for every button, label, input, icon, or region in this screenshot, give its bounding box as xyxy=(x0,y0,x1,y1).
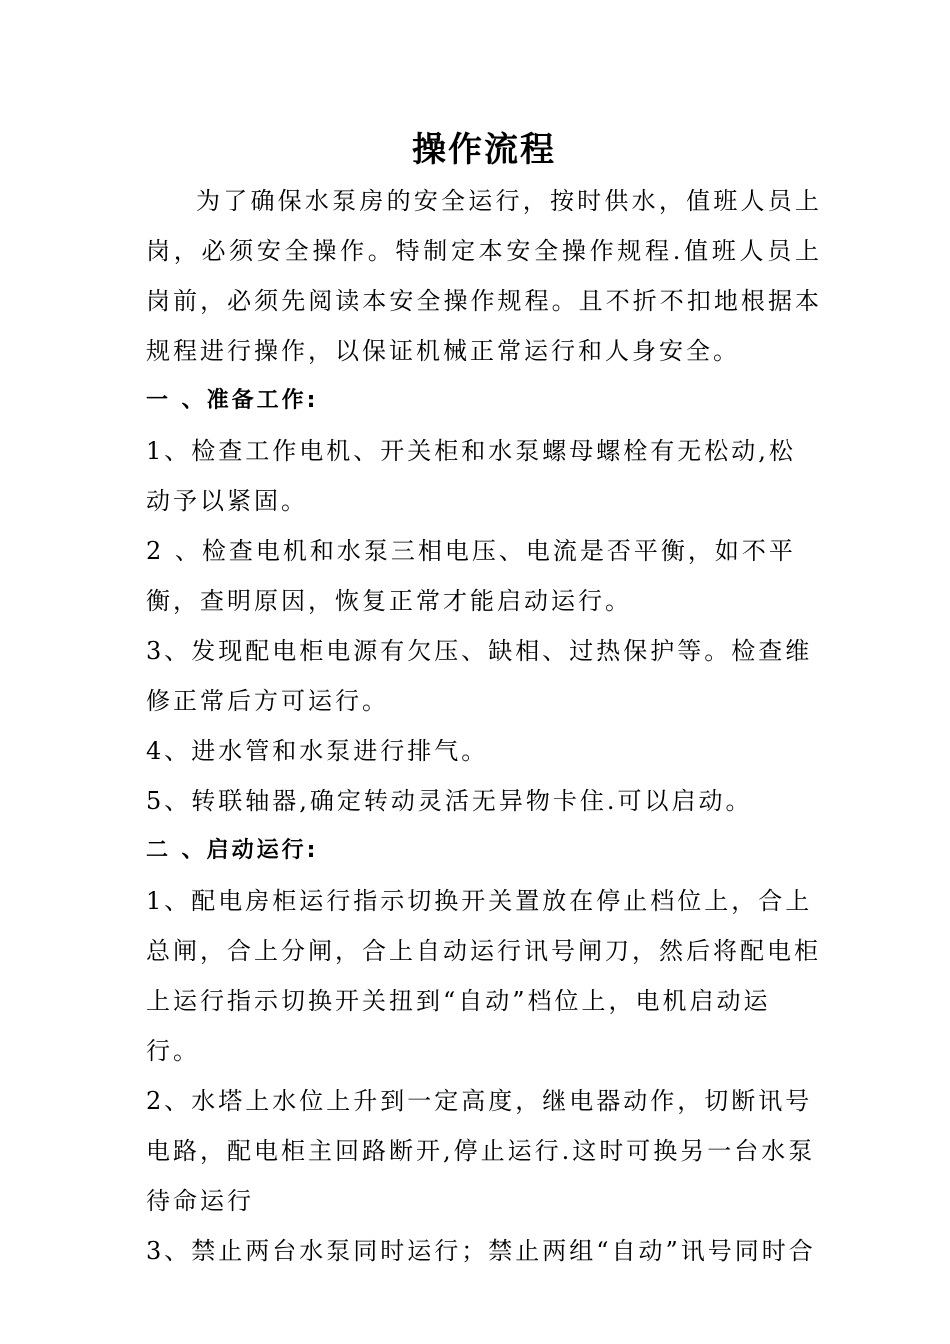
startup-item: 2、水塔上水位上升到一定高度，继电器动作，切断讯号电路，配电柜主回路断开,停止运行.这时可换另一台水泵待命运行 xyxy=(146,1087,816,1215)
intro-paragraph: 为了确保水泵房的安全运行，按时供水，值班人员上岗，必须安全操作。特制定本安全操作规程.值班人员上岗前，必须先阅读本安全操作规程。且不折不扣地根据本规程进行操作，以保证机械正常运行和人身安全。 xyxy=(146,187,822,365)
preparation-item: 3、发现配电柜电源有欠压、缺相、过热保护等。检查维修正常后方可运行。 xyxy=(146,637,813,715)
preparation-item: 1、检查工作电机、开关柜和水泵螺母螺栓有无松动,松动予以紧固。 xyxy=(146,437,796,515)
startup-item: 3、禁止两台水泵同时运行；禁止两组“自动”讯号同时合 xyxy=(146,1237,816,1265)
startup-item: 1、配电房柜运行指示切换开关置放在停止档位上，合上总闸，合上分闸，合上自动运行讯号闸刀，然后将配电柜上运行指示切换开关扭到“自动”档位上，电机启动运行。 xyxy=(146,887,821,1065)
preparation-item: 5、转联轴器,确定转动灵活无异物卡住.可以启动。 xyxy=(146,787,753,815)
preparation-item: 2 、检查电机和水泵三相电压、电流是否平衡，如不平衡，查明原因，恢复正常才能启动运行。 xyxy=(146,537,796,615)
preparation-item: 4、进水管和水泵进行排气。 xyxy=(146,737,489,765)
document-title: 操作流程 xyxy=(412,130,556,170)
section-heading-startup: 二 、启动运行: xyxy=(146,838,319,863)
document-body xyxy=(146,126,822,1276)
section-heading-preparation: 一 、准备工作: xyxy=(146,388,319,413)
